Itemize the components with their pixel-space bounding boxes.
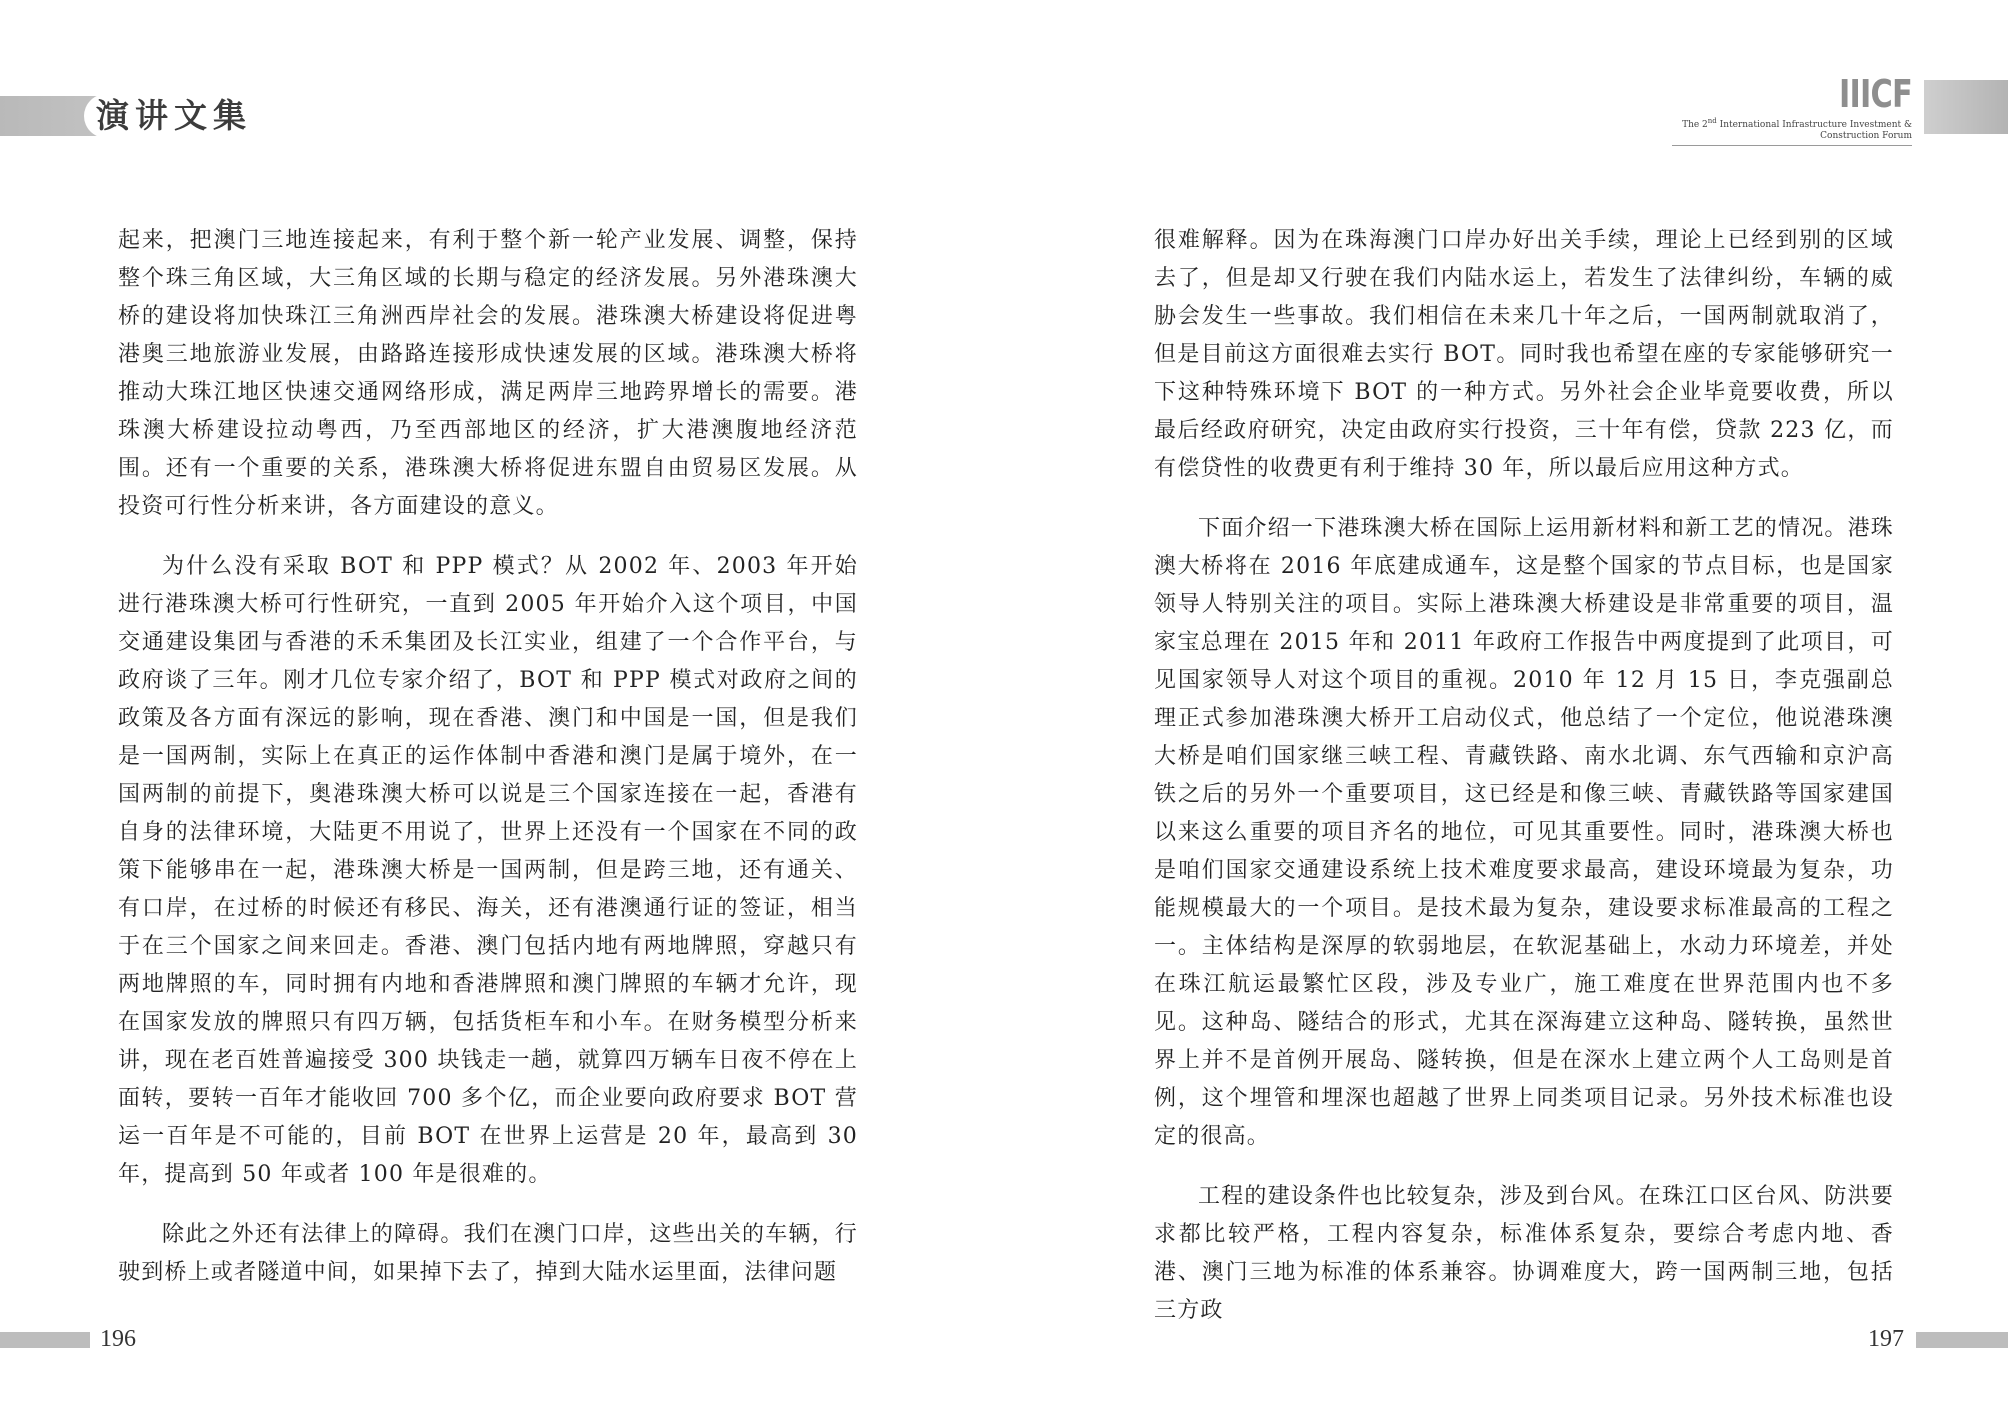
paragraph: 很难解释。因为在珠海澳门口岸办好出关手续，理论上已经到别的区域去了，但是却又行驶在我们内陆水运上，若发生了法律纠纷，车辆的威胁会发生一些事故。我们相信在未来几十年之后，一国两制就取消了，但是目前这方面很难去实行 BOT。同时我也希望在座的专家能够研究一下这种特殊环境下 BOT 的一种方式。另外社会企业毕竟要收费，所以最后经政府研究，决定由政府实行投资，三十年有偿，贷款 223 亿，而有偿贷性的收费更有利于维持 30 年，所以最后应用这种方式。 xyxy=(1154,228,1894,481)
logo-subtitle: The 2nd International Infrastructure Investment & Construction Forum xyxy=(1682,117,1912,141)
logo-mark: IIICF xyxy=(1838,72,1912,116)
section-title: 演讲文集 xyxy=(96,96,252,135)
page-number: 197 xyxy=(1868,1326,1904,1352)
forum-logo xyxy=(1672,74,1912,146)
paragraph: 下面介绍一下港珠澳大桥在国际上运用新材料和新工艺的情况。港珠澳大桥将在 2016 年底建成通车，这是整个国家的节点目标，也是国家领导人特别关注的项目。实际上港珠澳大桥建设是非常重要的项目，温家宝总理在 2015 年和 2011 年政府工作报告中两度提到了此项目，可见国家领导人对这个项目的重视。2010 年 12 月 15 日，李克强副总理正式参加港珠澳大桥开工启动仪式，他总结了一个定位，他说港珠澳大桥是咱们国家继三峡工程、青藏铁路、南水北调、东气西输和京沪高铁之后的另外一个重要项目，这已经是和像三峡、青藏铁路等国家建国以来这么重要的项目齐名的地位，可见其重要性。同时，港珠澳大桥也是咱们国家交通建设系统上技术难度要求最高，建设环境最为复杂，功能规模最大的一个项目。是技术最为复杂，建设要求标准最高的工程之一。主体结构是深厚的软弱地层，在软泥基础上，水动力环境差，并处在珠江航运最繁忙区段，涉及专业广，施工难度在世界范围内也不多见。这种岛、隧结合的形式，尤其在深海建立这种岛、隧转换，虽然世界上并不是首例开展岛、隧转换，但是在深水上建立两个人工岛则是首例，这个埋管和埋深也超越了世界上同类项目记录。另外技术标准也设定的很高。 xyxy=(1154,516,1895,1149)
paragraph: 为什么没有采取 BOT 和 PPP 模式？从 2002 年、2003 年开始进行港珠澳大桥可行性研究，一直到 2005 年开始介入这个项目，中国交通建设集团与香港的禾禾集团及长江实业，组建了一个合作平台，与政府谈了三年。刚才几位专家介绍了，BOT 和 PPP 模式对政府之间的政策及各方面有深远的影响，现在香港、澳门和中国是一国，但是我们是一国两制，实际上在真正的运作体制中香港和澳门是属于境外，在一国两制的前提下，奥港珠澳大桥可以说是三个国家连接在一起，香港有自身的法律环境，大陆更不用说了，世界上还没有一个国家在不同的政策下能够串在一起，港珠澳大桥是一国两制，但是跨三地，还有通关、有口岸，在过桥的时候还有移民、海关，还有港澳通行证的签证，相当于在三个国家之间来回走。香港、澳门包括内地有两地牌照，穿越只有两地牌照的车，同时拥有内地和香港牌照和澳门牌照的车辆才允许，现在国家发放的牌照只有四万辆，包括货柜车和小车。在财务模型分析来讲，现在老百姓普遍接受 300 块钱走一趟，就算四万辆车日夜不停在上面转，要转一百年才能收回 700 多个亿，而企业要向政府要求 BOT 营运一百年是不可能的，目前 BOT 在世界上运营是 20 年，最高到 30 年，提高到 50 年或者 100 年是很难的。 xyxy=(118,554,858,1187)
right-text-column xyxy=(1154,222,1894,1352)
paragraph: 除此之外还有法律上的障碍。我们在澳门口岸，这些出关的车辆，行驶到桥上或者隧道中间，如果掉下去了，掉到大陆水运里面，法律问题 xyxy=(118,1222,859,1285)
footer-bar xyxy=(1916,1332,2008,1348)
right-page xyxy=(1004,0,2008,1417)
paragraph: 工程的建设条件也比较复杂，涉及到台风。在珠江口区台风、防洪要求都比较严格，工程内容复杂，标准体系复杂，要综合考虑内地、香港、澳门三地为标准的体系兼容。协调难度大，跨一国两制三地，包括三方政 xyxy=(1154,1184,1895,1323)
page-number: 196 xyxy=(100,1326,136,1352)
header-band xyxy=(1924,80,2008,134)
logo-divider xyxy=(1672,145,1912,146)
paragraph: 起来，把澳门三地连接起来，有利于整个新一轮产业发展、调整，保持整个珠三角区域，大三角区域的长期与稳定的经济发展。另外港珠澳大桥的建设将加快珠江三角洲西岸社会的发展。港珠澳大桥建设将促进粤港奥三地旅游业发展，由路路连接形成快速发展的区域。港珠澳大桥将推动大珠江地区快速交通网络形成，满足两岸三地跨界增长的需要。港珠澳大桥建设拉动粤西，乃至西部地区的经济，扩大港澳腹地经济范围。还有一个重要的关系，港珠澳大桥将促进东盟自由贸易区发展。从投资可行性分析来讲，各方面建设的意义。 xyxy=(118,228,858,519)
footer-bar xyxy=(0,1332,90,1348)
left-text-column xyxy=(118,222,858,1314)
